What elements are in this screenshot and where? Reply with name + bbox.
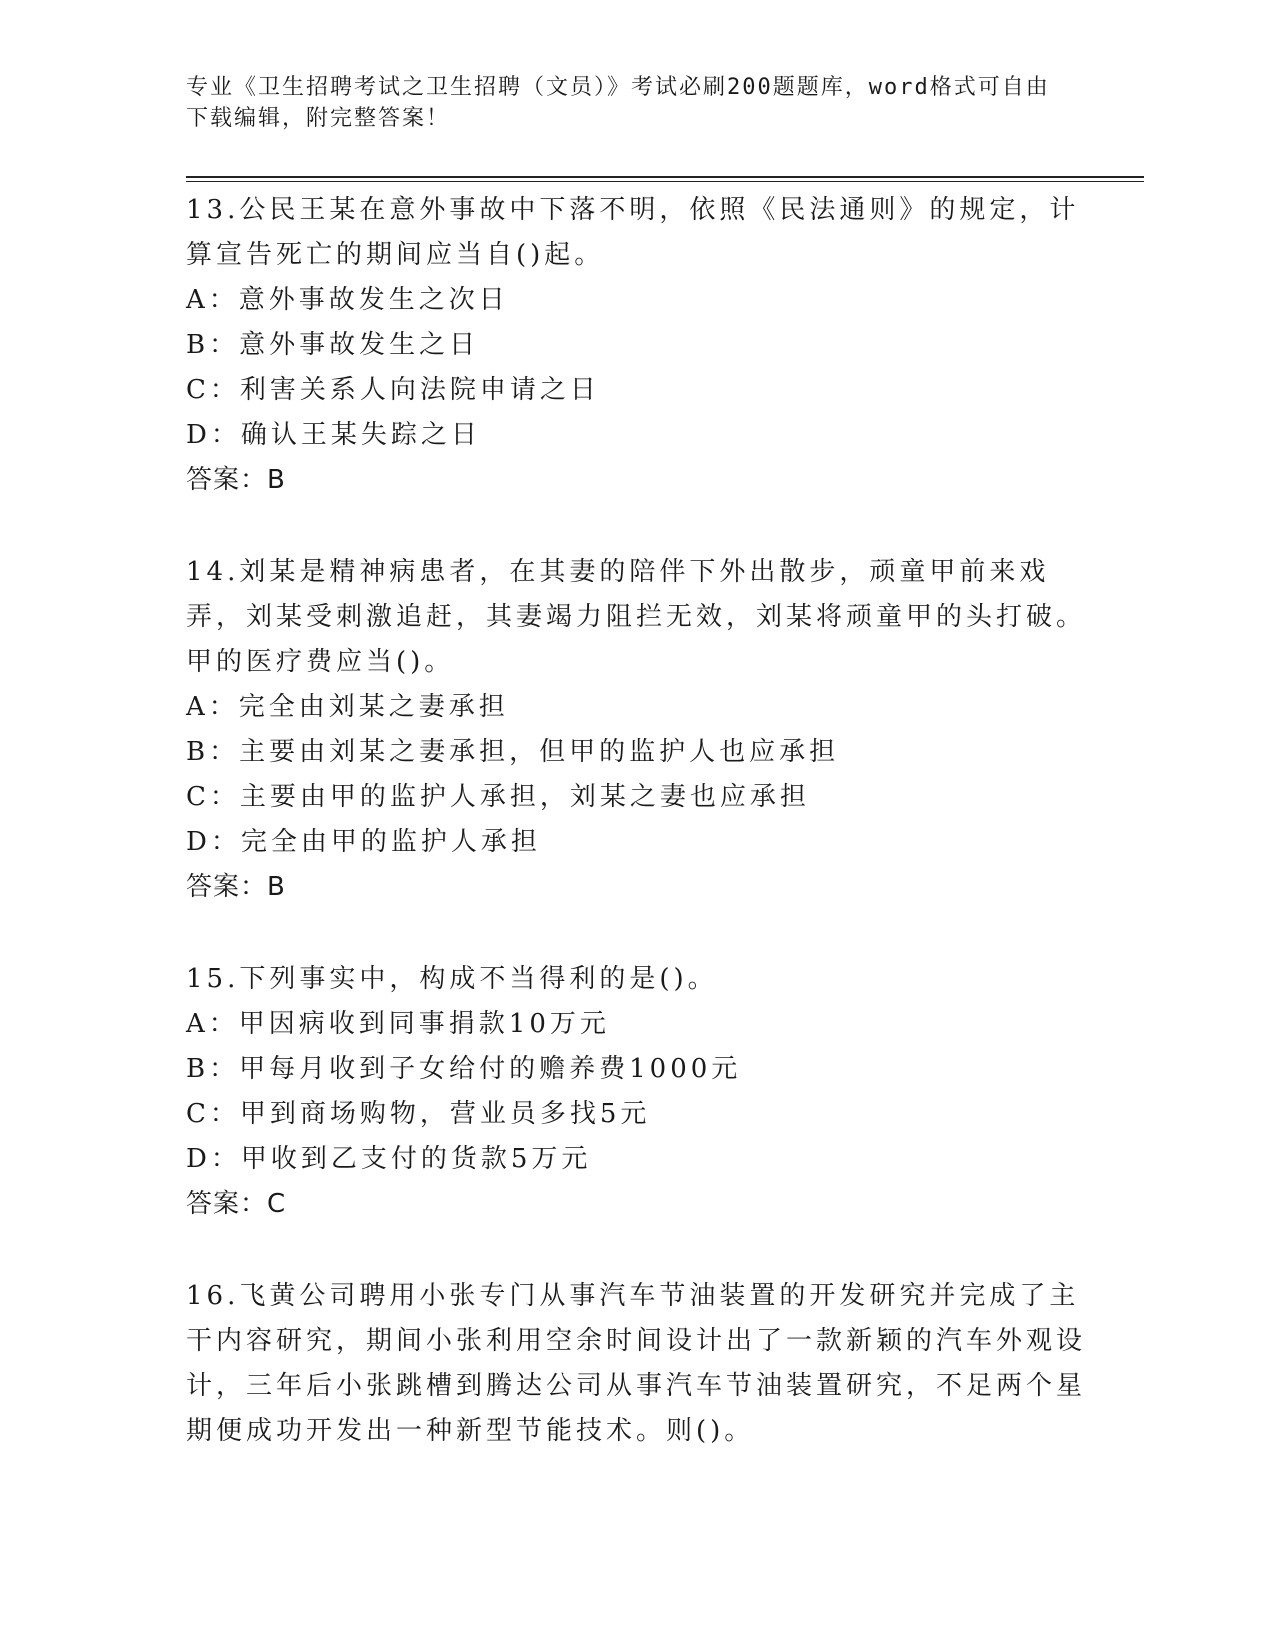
- answer-line: 答案：B: [186, 465, 286, 495]
- question-stem: 13.公民王某在意外事故中下落不明，依照《民法通则》的规定，计算宣告死亡的期间应当自()起。: [186, 195, 1080, 270]
- option-c: C：主要由甲的监护人承担，刘某之妻也应承担: [186, 782, 810, 812]
- question-stem: 14.刘某是精神病患者，在其妻的陪伴下外出散步，顽童甲前来戏弄，刘某受刺激追赶，其妻竭力阻拦无效，刘某将顽童甲的头打破。甲的医疗费应当()。: [186, 557, 1087, 677]
- option-c: C：利害关系人向法院申请之日: [186, 375, 600, 405]
- option-b: B：甲每月收到子女给付的赡养费1000元: [186, 1054, 742, 1084]
- header-divider-thin: [186, 181, 1144, 182]
- option-d: D：完全由甲的监护人承担: [186, 827, 541, 857]
- question-spacer: [186, 910, 1086, 957]
- option-c: C：甲到商场购物，营业员多找5元: [186, 1099, 651, 1129]
- answer-line: 答案：B: [186, 872, 286, 902]
- option-a: A：完全由刘某之妻承担: [186, 692, 509, 722]
- question-14: [186, 550, 1086, 910]
- option-a: A：意外事故发生之次日: [186, 285, 509, 315]
- question-spacer: [186, 1227, 1086, 1274]
- question-stem: 16.飞黄公司聘用小张专门从事汽车节油装置的开发研究并完成了主干内容研究，期间小张利用空余时间设计出了一款新颖的汽车外观设计，三年后小张跳槽到腾达公司从事汽车节油装置研究，不足两个星期便成功开发出一种新型节能技术。则()。: [186, 1281, 1087, 1446]
- question-15: [186, 957, 1086, 1227]
- document-header: 专业《卫生招聘考试之卫生招聘（文员）》考试必刷200题题库，word格式可自由下载编辑，附完整答案！: [186, 75, 1050, 131]
- header-divider-thick: [186, 176, 1144, 178]
- option-a: A：甲因病收到同事捐款10万元: [186, 1009, 610, 1039]
- option-d: D：甲收到乙支付的货款5万元: [186, 1144, 592, 1174]
- option-b: B：主要由刘某之妻承担，但甲的监护人也应承担: [186, 737, 840, 767]
- question-13: [186, 188, 1086, 503]
- question-16: [186, 1274, 1086, 1454]
- option-d: D：确认王某失踪之日: [186, 420, 481, 450]
- question-list: [186, 188, 1086, 1454]
- question-spacer: [186, 503, 1086, 550]
- answer-line: 答案：C: [186, 1189, 287, 1219]
- option-b: B：意外事故发生之日: [186, 330, 480, 360]
- question-stem: 15.下列事实中，构成不当得利的是()。: [186, 964, 718, 994]
